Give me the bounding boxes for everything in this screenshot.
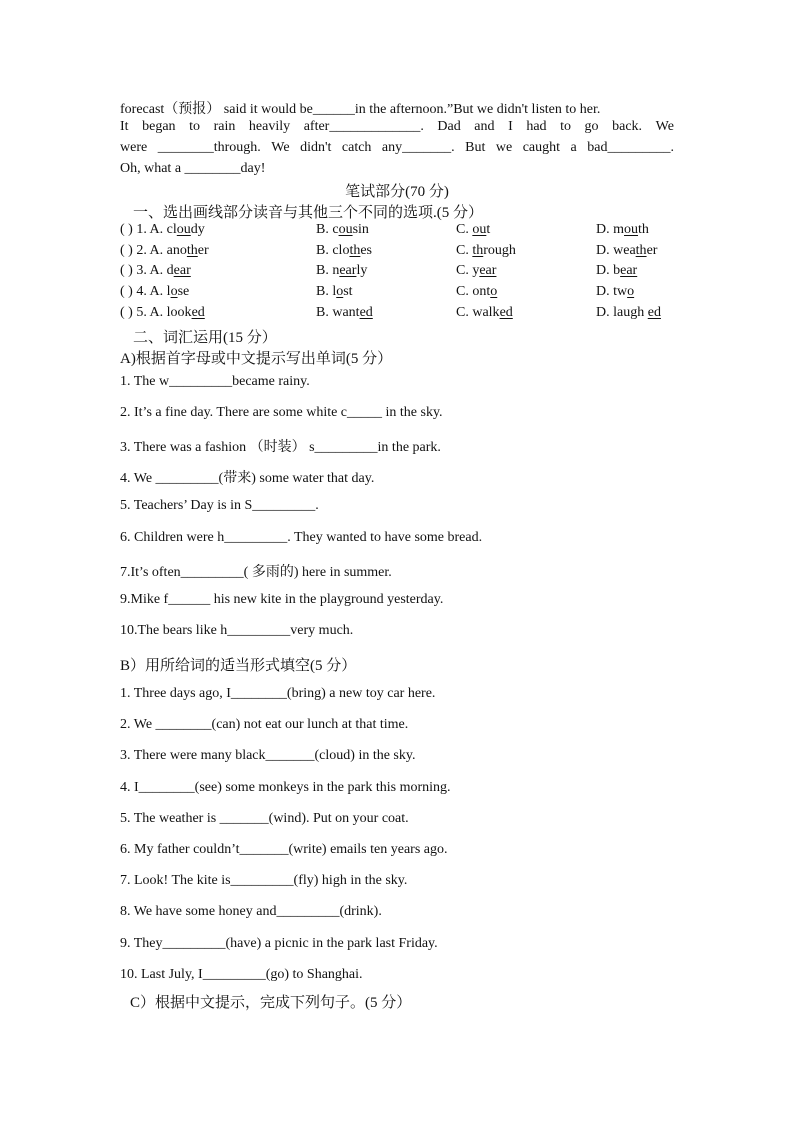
option-text: th	[638, 222, 649, 237]
underlined-letters: th	[472, 242, 484, 258]
exercise-item: 6. My father couldn’t_______(write) emails ten years ago.	[120, 842, 448, 857]
option-d	[596, 284, 634, 300]
option-b	[316, 222, 369, 238]
exercise-item: 5. The weather is _______(wind). Put on your coat.	[120, 810, 409, 826]
option-text: st	[343, 284, 353, 300]
option-a	[120, 243, 209, 259]
passage-word: heavily	[248, 119, 291, 134]
option-label: B.	[316, 284, 333, 300]
passage-word: Dad	[437, 119, 461, 134]
passage-word: after_____________.	[303, 119, 424, 134]
underlined-letters: o	[170, 284, 178, 300]
passage-word: It	[120, 119, 129, 134]
option-text: walk	[472, 304, 500, 320]
option-text: c	[332, 222, 339, 237]
option-text: b	[613, 263, 621, 279]
passage-word: ________through.	[157, 140, 261, 155]
exercise-item: 2. We ________(can) not eat our lunch at that time.	[120, 717, 409, 733]
option-text: ano	[163, 242, 187, 258]
passage-line-1-text: forecast（预报） said it would be______in the afternoon.”But we didn't listen to her.	[120, 102, 601, 117]
option-text: laugh	[613, 304, 648, 320]
option-text: er	[197, 242, 209, 258]
option-label: D.	[596, 263, 614, 279]
question-number: ( ) 2. A.	[120, 242, 164, 258]
exercise-item: 1. Three days ago, I________(bring) a new toy car here.	[120, 686, 436, 701]
option-text: t	[486, 222, 491, 237]
option-b	[316, 263, 367, 279]
option-b	[316, 305, 373, 321]
passage-word: We	[271, 140, 290, 155]
option-c	[456, 222, 490, 238]
option-text: d	[163, 263, 174, 279]
exercise-item: 7. Look! The kite is_________(fly) high in the sky.	[120, 873, 408, 889]
partB-title: B）用所给词的适当形式填空(5 分）	[120, 658, 357, 674]
passage-word: I	[508, 119, 513, 134]
option-label: B.	[316, 242, 333, 258]
passage-word: and	[474, 119, 495, 134]
option-label: C.	[456, 242, 473, 258]
passage-word: But	[465, 140, 486, 155]
passage-line-1	[120, 98, 674, 118]
option-label: C.	[456, 284, 473, 300]
underlined-letters: ou	[338, 222, 353, 237]
passage-line-4: Oh, what a ________day!	[120, 161, 266, 176]
passage-word: to	[189, 119, 201, 134]
option-c	[456, 305, 513, 321]
section1-title: 一、选出画线部分读音与其他三个不同的选项.(5 分）	[133, 205, 483, 221]
option-a	[120, 284, 189, 300]
underlined-letters: o	[336, 284, 344, 300]
underlined-letters: ed	[359, 304, 373, 320]
passage-word: a	[570, 140, 577, 155]
passage-word: go	[584, 119, 599, 134]
option-text: sin	[352, 222, 369, 237]
exercise-item: 4. I________(see) some monkeys in the park this morning.	[120, 779, 451, 795]
option-text: cl	[163, 222, 177, 237]
option-c	[456, 263, 496, 279]
option-text: tw	[613, 284, 628, 300]
option-label: C.	[456, 304, 473, 320]
exercise-item: 10. Last July, I_________(go) to Shanghai.	[120, 966, 363, 982]
option-text: y	[472, 263, 480, 279]
underlined-letters: ou	[176, 222, 191, 237]
underlined-letters: ear	[339, 263, 357, 279]
underlined-letters: o	[490, 284, 498, 300]
underlined-letters: ed	[499, 304, 513, 320]
option-b	[316, 243, 372, 259]
option-a	[120, 263, 191, 279]
option-text: l	[163, 284, 171, 300]
exercise-item: 4. We _________(带来) some water that day.	[120, 471, 375, 487]
option-c	[456, 243, 516, 259]
option-text: rough	[483, 242, 516, 258]
option-label: C.	[456, 263, 473, 279]
underlined-letters: ed	[647, 304, 661, 320]
passage-word: caught	[522, 140, 561, 155]
passage-line-3	[120, 140, 674, 156]
passage-word: catch	[341, 140, 372, 155]
exercise-item: 3. There were many black_______(cloud) in the sky.	[120, 748, 416, 764]
exercise-item: 10.The bears like h_________very much.	[120, 622, 354, 638]
passage-line-2	[120, 119, 674, 135]
option-text: look	[163, 304, 192, 320]
option-label: D.	[596, 242, 614, 258]
section2-title: 二、词汇运用(15 分）	[133, 330, 277, 346]
option-label: B.	[316, 263, 333, 279]
exercise-item: 7.It’s often_________( 多雨的) here in summer.	[120, 564, 392, 580]
passage-word: back.	[612, 119, 643, 134]
option-text: wea	[613, 242, 636, 258]
option-d	[596, 305, 661, 321]
option-d	[596, 243, 657, 259]
option-label: D.	[596, 304, 614, 320]
underlined-letters: th	[635, 242, 647, 258]
exercise-item: 6. Children were h_________. They wanted to have some bread.	[120, 529, 483, 545]
passage-word: rain	[213, 119, 236, 134]
question-number: ( ) 3. A.	[120, 263, 164, 279]
underlined-letters: th	[349, 242, 361, 258]
passage-word: bad_________.	[587, 140, 674, 155]
passage-word: had	[526, 119, 547, 134]
option-label: D.	[596, 284, 614, 300]
partC-title: C）根据中文提示，完成下列句子。(5 分）	[130, 995, 412, 1011]
option-text: n	[332, 263, 340, 279]
underlined-letters: ear	[479, 263, 497, 279]
option-d	[596, 263, 637, 279]
option-b	[316, 284, 353, 300]
passage-word: to	[560, 119, 571, 134]
underlined-letters: ou	[624, 222, 639, 237]
passage-word: we	[495, 140, 513, 155]
exercise-item: 3. There was a fashion （时装） s_________in the park.	[120, 440, 441, 456]
option-c	[456, 284, 497, 300]
option-text: l	[332, 284, 337, 300]
option-label: B.	[316, 304, 333, 320]
option-text: se	[177, 284, 190, 300]
option-label: C.	[456, 222, 473, 237]
option-text: ont	[472, 284, 491, 300]
passage-word: were	[120, 140, 148, 155]
option-text: es	[360, 242, 373, 258]
passage-word: any_______.	[381, 140, 455, 155]
passage-word: We	[655, 119, 674, 134]
exercise-item: 9. They_________(have) a picnic in the park last Friday.	[120, 935, 438, 951]
exercise-item: 2. It’s a fine day. There are some white c_____ in the sky.	[120, 405, 443, 421]
option-text: ly	[356, 263, 368, 279]
option-text: dy	[190, 222, 205, 237]
underlined-letters: th	[186, 242, 198, 258]
option-text: clo	[332, 242, 350, 258]
written-section-title: 笔试部分(70 分)	[345, 184, 449, 200]
question-number: ( ) 1. A.	[120, 222, 164, 237]
option-text: er	[646, 242, 658, 258]
exercise-item: 5. Teachers’ Day is in S_________.	[120, 498, 319, 514]
option-label: B.	[316, 222, 333, 237]
partA-title: A)根据首字母或中文提示写出单词(5 分）	[120, 351, 393, 367]
exercise-item: 9.Mike f______ his new kite in the playground yesterday.	[120, 591, 444, 607]
underlined-letters: o	[627, 284, 635, 300]
underlined-letters: ed	[191, 304, 205, 320]
option-text: m	[613, 222, 625, 237]
exercise-item: 1. The w_________became rainy.	[120, 374, 310, 389]
underlined-letters: ear	[173, 263, 191, 279]
option-a	[120, 222, 205, 238]
underlined-letters: ear	[620, 263, 638, 279]
passage-word: began	[142, 119, 176, 134]
passage-word: didn't	[300, 140, 332, 155]
option-label: D.	[596, 222, 614, 237]
question-number: ( ) 5. A.	[120, 304, 164, 320]
underlined-letters: ou	[472, 222, 487, 237]
exercise-item: 8. We have some honey and_________(drink).	[120, 904, 382, 920]
question-number: ( ) 4. A.	[120, 284, 164, 300]
option-d	[596, 222, 649, 238]
option-a	[120, 305, 205, 321]
option-text: want	[332, 304, 360, 320]
